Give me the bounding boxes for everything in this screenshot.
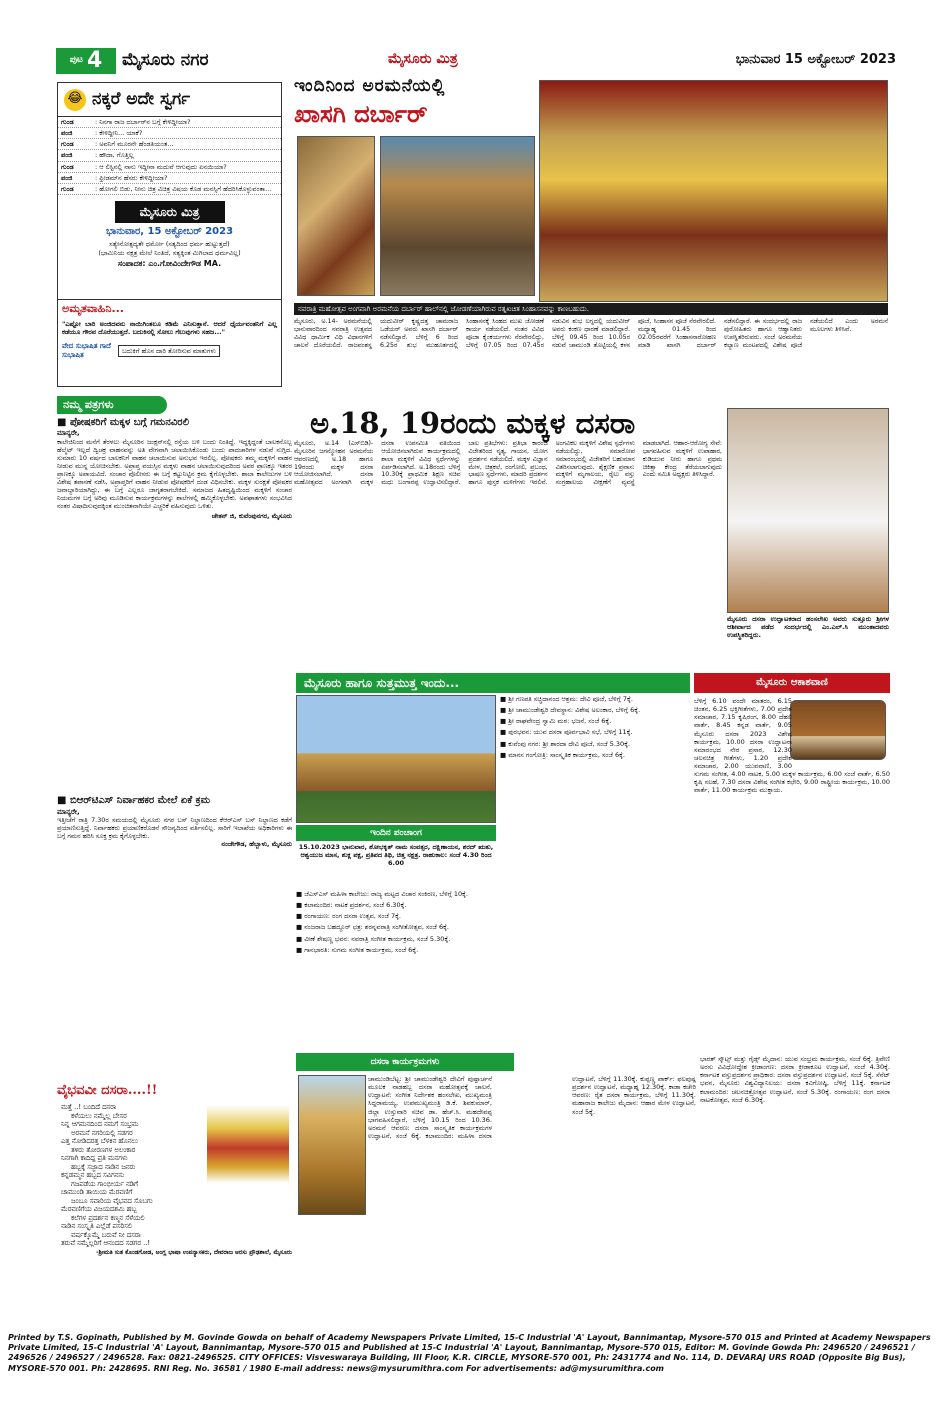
dignitaries-photo	[727, 408, 889, 613]
poem-line: ಕಲೆಗಳ ಪ್ರದರ್ಶನ ಕಣ್ಮನ ಸೆಳೆಯಲಿ	[71, 1213, 145, 1222]
dialogue-text: : ನಿನಗಾ ರಾಜ ದರ್ಬಾರ್‌ನ ಬಗ್ಗೆ ಕೇಳಿದ್ದೀಯಾ?	[95, 118, 191, 126]
dialogue-speaker: ಗುಂಡ	[61, 162, 74, 171]
letter1-body: ಕಾಲೇಜಿನಿಂದ ಮನೆಗೆ ತೆರಳಲು ಮೈಸೂರಿನ ಜಂಕ್ಷನ್‌ನಲ್ಲಿ ರಸ್ತೆಯ ಬಳಿ ಬಂದು ನಿಂತಿದ್ದೆ. ಇದ್ದಕ್ಕಿದ್ದಂತೆ ಬಾಲಕನೊಬ್ಬ ಹೆಲ್ಮೆಟ್ ಇಲ್ಲದೆ ದ್ವಿಚಕ್ರ ವಾಹನವನ್ನು ಅತಿ ವೇಗವಾಗಿ ಚಲಾಯಿಸಿಕೊಂಡು ಬಂದು ಪಾದಚಾರಿಗಳ ನಡುವೆ ನುಗ್ಗಿದ. ಸುಮಾರು 10 ವರ್ಷದ ಬಾಲಕನಿಗೆ ವಾಹನ ಚಲಾಯಿಸುವ ಅನುಭವ ಇರಲಿಲ್ಲ. ಪೋಷಕರು ತಮ್ಮ ಮಕ್ಕಳಿಗೆ ವಾಹನ ನೀಡುವ ಮುನ್ನ ಯೋಚಿಸಬೇಕು. ಅಪ್ರಾಪ್ತ ವಯಸ್ಸಿನ ಮಕ್ಕಳು ವಾಹನ ಚಲಾಯಿಸುವುದರಿಂದ ಅವರ ಪ್ರಾಣಕ್ಕೂ ಇತರರ ಪ್ರಾಣಕ್ಕೂ ಅಪಾಯವಿದೆ. ಸಂಚಾರ ಪೊಲೀಸರು ಈ ಬಗ್ಗೆ ಕಟ್ಟುನಿಟ್ಟಿನ ಕ್ರಮ ಕೈಗೊಳ್ಳಬೇಕು. ಶಾಲಾ ಕಾಲೇಜುಗಳ ಬಳಿ ವಿಶೇಷ ತಪಾಸಣೆ ನಡೆಸಿ, ಅಪ್ರಾಪ್ತರಿಗೆ ವಾಹನ ನೀಡುವ ಪೋಷಕರಿಗೆ ದಂಡ ವಿಧಿಸಬೇಕು. ಮಕ್ಕಳ ಸುರಕ್ಷತೆ ಪೋಷಕರ ಜವಾಬ್ದಾರಿಯಾಗಿದ್ದು, ಈ ಬಗ್ಗೆ ಎಲ್ಲರೂ ಜಾಗೃತರಾಗಬೇಕಿದೆ. ಸಮಾಜದ ಹಿತದೃಷ್ಟಿಯಿಂದ ಮಕ್ಕಳಿಗೆ ಸಂಚಾರ ನಿಯಮಗಳ ಬಗ್ಗೆ ಅರಿವು ಮೂಡಿಸುವ ಕಾರ್ಯಕ್ರಮಗಳನ್ನು ಶಾಲೆಗಳಲ್ಲಿ ಹಮ್ಮಿಕೊಳ್ಳಬೇಕು. ಅಪಘಾತಗಳು ಸಂಭವಿಸಿದ ನಂತರ ವಿಷಾದಿಸುವುದಕ್ಕಿಂತ ಮುಂಚಿತವಾಗಿಯೇ ಎಚ್ಚರಿಕೆ ವಹಿಸುವುದು ಒಳಿತು.	[57, 438, 292, 510]
lead-photo-caption: ನವರಾತ್ರಿ ಮಹೋತ್ಸವ ಅಂಗವಾಗಿ ಅರಮನೆಯ ದರ್ಬಾರ್ ಹಾಲ್‌ನಲ್ಲಿ ಜೋಡಣೆಯಾಗಿರುವ ರತ್ನಖಚಿತ ಸಿಂಹಾಸನವನ್ನು ಕಾಣಬಹುದು.	[294, 303, 888, 315]
poem-line: ಗಜಪಡೆಯ ಗಾಂಭೀರ್ಯ ನಡಿಗೆ	[71, 1179, 139, 1188]
radio-schedule-text: ಬೆಳಿಗ್ಗೆ 6.10 ವಂದೇ ಮಾತರಂ, 6.15 ಚಿಂತನ, 6.25 ಭಕ್ತಿಗೀತೆಗಳು, 7.00 ಪ್ರದೇಶ ಸಮಾಚಾರ, 7.15 ಕೃಷಿರಂಗ, 8.00 ದೆಹಲಿ ವಾರ್ತೆ, 8.45 ಕನ್ನಡ ವಾರ್ತೆ, 9.05 ಮೈಸೂರು ದಸರಾ 2023 ವಿಶೇಷ ಕಾರ್ಯಕ್ರಮ, 10.00 ದಸರಾ ಉದ್ಘಾಟನಾ ಸಮಾರಂಭದ ನೇರ ಪ್ರಸಾರ, 12.30 ಚಲನಚಿತ್ರ ಗೀತೆಗಳು, 1.20 ಪ್ರದೇಶ ಸಮಾಚಾರ, 2.00 ಯುವವಾಣಿ, 3.00 ಸುಗಮ ಸಂಗೀತ, 4.00 ನಾಟಕ, 5.00 ಮಕ್ಕಳ ಕಾರ್ಯಕ್ರಮ, 6.00 ಸಂಜೆ ವಾರ್ತೆ, 6.50 ಕೃಷಿ ಸಲಹೆ, 7.30 ದಸರಾ ವಿಶೇಷ ಸಂಗೀತ ಕಛೇರಿ, 9.00 ರಾಷ್ಟ್ರೀಯ ಕಾರ್ಯಕ್ರಮ, 10.00 ವಾರ್ತೆ, 11.00 ಕಾರ್ಯಕ್ರಮ ಮುಕ್ತಾಯ.	[694, 697, 890, 795]
dasara-chariot-image	[207, 1105, 289, 1183]
dialogue-speaker: ಪಂಜಿ	[61, 173, 73, 182]
events-body-text: ಚಾಮುಂಡಿಬೆಟ್ಟ: ಶ್ರೀ ಚಾಮುಂಡೇಶ್ವರಿ ದೇವಿಗೆ ಪುಷ್ಪಾರ್ಚನೆ ಮೂಲಕ ನಾಡಹಬ್ಬ ದಸರಾ ಮಹೋತ್ಸವಕ್ಕೆ ಚಾಲನೆ, ಉದ್ಘಾಟನೆ: ಸಂಗೀತ ನಿರ್ದೇಶಕ ಹಂಸಲೇಖ, ಮುಖ್ಯಮಂತ್ರಿ ಸಿದ್ದರಾಮಯ್ಯ, ಉಪಮುಖ್ಯಮಂತ್ರಿ ಡಿ.ಕೆ. ಶಿವಕುಮಾರ್, ಜಿಲ್ಲಾ ಉಸ್ತುವಾರಿ ಸಚಿವ ಡಾ. ಹೆಚ್.ಸಿ. ಮಹದೇವಪ್ಪ ಭಾಗವಹಿಸಲಿದ್ದಾರೆ, ಬೆಳಿಗ್ಗೆ 10.15 ರಿಂದ 10.36. ಅರಮನೆ ಆವರಣ: ದಸರಾ ಸಾಂಸ್ಕೃತಿಕ ಕಾರ್ಯಕ್ರಮಗಳ ಉದ್ಘಾಟನೆ, ಸಂಜೆ 6ಕ್ಕೆ. ಕಲಾಮಂದಿರ: ಮಹಿಳಾ ದಸರಾ ಉದ್ಘಾಟನೆ, ಬೆಳಿಗ್ಗೆ 11.30ಕ್ಕೆ. ಕುಪ್ಪಣ್ಣ ಪಾರ್ಕ್: ಫಲಪುಷ್ಪ ಪ್ರದರ್ಶನ ಉದ್ಘಾಟನೆ, ಮಧ್ಯಾಹ್ನ 12.30ಕ್ಕೆ. ಕಾಡಾ ಕಚೇರಿ ಆವರಣ: ರೈತ ದಸರಾ ಕಾರ್ಯಕ್ರಮ, ಬೆಳಿಗ್ಗೆ 11.30ಕ್ಕೆ. ಮಹಾರಾಜ ಕಾಲೇಜು ಮೈದಾನ: ಆಹಾರ ಮೇಳ ಉದ್ಘಾಟನೆ, ಸಂಜೆ 5ಕ್ಕೆ.	[368, 1075, 696, 1140]
dialogue-line	[58, 184, 281, 195]
event-text: ಶ್ರೀ ಚಾಮುಂಡೇಶ್ವರಿ ದೇವಸ್ಥಾನ: ವಿಶೇಷ ಅಲಂಕಾರ, ಬೆಳಿಗ್ಗೆ 6ಕ್ಕೆ.	[508, 706, 641, 715]
golden-throne-image	[539, 80, 888, 302]
letter1-salutation: ಮಾನ್ಯರೇ,	[57, 429, 80, 438]
children-dasara-headline: ಅ.18, 19ರಂದು ಮಕ್ಕಳ ದಸರಾ	[310, 406, 636, 440]
quote-box	[57, 299, 282, 387]
page-number: 4	[86, 48, 103, 74]
poem-line: ತರುವೆ ನಮ್ಮೆಲ್ಲರಿಗೆ ಆನಂದದ ಸಡಗರ ..!	[61, 1239, 151, 1247]
editor-line: ಸಂಪಾದಕ: ಎಂ.ಗೋವಿಂದೇಗೌಡ MA.	[117, 258, 222, 268]
bullet-square-icon: ■	[296, 945, 305, 954]
bullet-square-icon: ■	[57, 416, 70, 428]
panchanga-text: 15.10.2023 ಭಾನುವಾರ, ಶೋಭಕೃತ್ ನಾಮ ಸಂವತ್ಸರ, ದಕ್ಷಿಣಾಯನ, ಶರದ್ ಋತು, ಆಶ್ವಯುಜ ಮಾಸ, ಶುಕ್ಲ ಪಕ್ಷ, ಪ್ರತಿಪದ ತಿಥಿ, ಚಿತ್ತ ನಕ್ಷತ್ರ. ರಾಹುಕಾಲ: ಸಂಜೆ 4.30 ರಿಂದ 6.00	[298, 843, 494, 868]
motto: ಸತ್ಯೇನೋತ್ಪದ್ಯತೇ ಧರ್ಮೋ (ಸತ್ಯದಿಂದ ಧರ್ಮ ಹುಟ್ಟುತ್ತದೆ)	[109, 240, 230, 249]
letter2-salutation: ಮಾನ್ಯರೇ,	[57, 807, 80, 816]
radio-banner: ಮೈಸೂರು ಆಕಾಶವಾಣಿ	[694, 673, 890, 693]
letter1-title: ■ ಪೋಷಕರಿಗೆ ಮಕ್ಕಳ ಬಗ್ಗೆ ಗಮನವಿರಲಿ	[57, 416, 189, 428]
dialogue-line	[58, 162, 281, 173]
quote-title: ಅಮೃತವಾಹಿನಿ...	[62, 302, 124, 315]
bullet-square-icon: ■	[296, 934, 305, 943]
today-items-right	[500, 695, 688, 1050]
bullet-square-icon: ■	[296, 923, 305, 932]
dialogue-text: : ಹೋಗಲಿ ಬಿಡು, ನೀನು ಚಿತ್ರ ವಿಚಿತ್ರ ವಿಷಯ ಕೊಡ ಮನಸ್ಸಿಗೆ ಹೆದರಿಸಿಕೊಳ್ಳುವಂತಾ...	[95, 184, 272, 193]
letter2-signature: ನಂಜೇಗೌಡ, ಹೆಬ್ಬಾಳು, ಮೈಸೂರು	[221, 840, 292, 849]
bullet-square-icon: ■	[296, 901, 305, 910]
poem-section	[57, 1083, 292, 1323]
dialogue-line	[58, 117, 281, 128]
event-list-item	[500, 751, 688, 759]
dialogue-text: : ಫ್ರೀಡಮ್‌ನ ಹೆಸರು ಕೇಳಿದ್ದೀಯಾ?	[95, 173, 168, 182]
poem-line: ನಾಡಿನ ಸಂಸ್ಕೃತಿ ಎಲ್ಲೆಡೆ ಪಸರಿಸಲಿ	[61, 1222, 133, 1231]
radio-schedule	[694, 697, 890, 1052]
event-list-item	[296, 890, 496, 898]
bullet-square-icon: ■	[500, 695, 509, 703]
dialogue-line	[58, 139, 281, 150]
letter2-title: ■ ಬಿಆರ್‌ಟಿಎಸ್ ನಿರ್ವಾಹಕರ ಮೇಲೆ ಏಕೆ ಕ್ರಮ	[57, 795, 211, 806]
bullet-square-icon: ■	[296, 890, 305, 898]
dialogue-text: : ಅವನಿಗೆ ಮೂರನೇ ಹೆಂಡತಿಯಂತ...	[95, 140, 174, 149]
bullet-square-icon: ■	[500, 750, 509, 759]
dialogue-text: : ಕೇಳಿದ್ದೀನಿ... ಯಾಕೆ?	[95, 129, 143, 138]
letter2-body: ಇತ್ತೀಚೆಗೆ ರಾತ್ರಿ 7.30ರ ಸಮಯದಲ್ಲಿ ಮೈಸೂರು ನಗರ ಬಸ್ ನಿಲ್ದಾಣದಿಂದ ಕೆಆರ್‌ಎಸ್ ಬಸ್ ನಿಲ್ದಾಣದ ಕಡೆಗೆ ಪ್ರಯಾಣಿಸುತ್ತಿದ್ದೆ. ನಿರ್ವಾಹಕರು ಪ್ರಯಾಣಿಕರೊಡನೆ ಸೌಜನ್ಯದಿಂದ ವರ್ತಿಸಲಿಲ್ಲ. ಸಾರಿಗೆ ಇಲಾಖೆಯ ಅಧಿಕಾರಿಗಳು ಈ ಬಗ್ಗೆ ಗಮನ ಹರಿಸಿ ಸೂಕ್ತ ಕ್ರಮ ಕೈಗೊಳ್ಳಬೇಕು.	[57, 816, 292, 841]
humor-title: ನಕ್ಕರೆ ಅದೇ ಸ್ವರ್ಗ	[92, 88, 191, 109]
bullet-square-icon: ■	[500, 739, 509, 748]
event-text: ಶ್ರೀ ಗಣಪತಿ ಸಚ್ಚಿದಾನಂದ ಆಶ್ರಮ: ದೇವಿ ಪೂಜೆ, ಬೆಳಿಗ್ಗೆ 7ಕ್ಕೆ.	[508, 695, 633, 703]
event-list-item	[500, 740, 688, 748]
lead-body: ಮೈಸೂರು, ಅ.14- ಅರಮನೆಯಲ್ಲಿ ಭಾನುವಾರದಿಂದ ನವರಾತ್ರಿ ಉತ್ಸವದ ವಿವಿಧ ಧಾರ್ಮಿಕ ವಿಧಿ ವಿಧಾನಗಳಿಗೆ ಚಾಲನೆ ದೊರೆಯಲಿದೆ. ರಾಜವಂಶಸ್ಥ ಯದುವೀರ್ ಕೃಷ್ಣದತ್ತ ಚಾಮರಾಜ ಒಡೆಯರ್ ಅವರು ಖಾಸಗಿ ದರ್ಬಾರ್ ನಡೆಸಲಿದ್ದಾರೆ. ಬೆಳಿಗ್ಗೆ 6 ರಿಂದ 6.25ರ ಶುಭ ಮುಹೂರ್ತದಲ್ಲಿ ಸಿಂಹಾಸನಕ್ಕೆ ಸಿಂಹದ ಮುಖ ಜೋಡಣೆ ಕಾರ್ಯ ನಡೆಯಲಿದೆ. ನಂತರ ವಿವಿಧ ಪೂಜಾ ಕೈಂಕರ್ಯಗಳು ನೆರವೇರಲಿದ್ದು, ಬೆಳಿಗ್ಗೆ 07.05 ರಿಂದ 07.45ರ ನಡುವಿನ ಶುಭ ಲಗ್ನದಲ್ಲಿ ಯದುವೀರ್ ಅವರು ಕಂಕಣ ಧಾರಣೆ ಮಾಡಲಿದ್ದಾರೆ. ಬೆಳಿಗ್ಗೆ 09.45 ರಿಂದ 10.05ರ ನಡುವೆ ಚಾಮುಂಡಿ ತೊಟ್ಟಿಯಲ್ಲಿ ಕಳಸ ಪೂಜೆ, ಸಿಂಹಾಸನ ಪೂಜೆ ನೆರವೇರಲಿದೆ. ಮಧ್ಯಾಹ್ನ 01.45 ರಿಂದ 02.05ರವರೆಗೆ ಸಿಂಹಾಸನಾರೋಹಣ ಮಾಡಿ ಖಾಸಗಿ ದರ್ಬಾರ್ ನಡೆಸಲಿದ್ದಾರೆ. ಈ ಸಂದರ್ಭದಲ್ಲಿ ರಾಜ ಪುರೋಹಿತರು ಹಾಗೂ ಆಹ್ವಾನಿತರು ಉಪಸ್ಥಿತರಿರುವರು. ಸಂಜೆ ಅರಮನೆಯ ಕಲ್ಯಾಣ ಮಂಟಪದಲ್ಲಿ ವಿಶೇಷ ಪೂಜೆ ನಡೆಯಲಿದೆ ಎಂದು ಅರಮನೆ ಮೂಲಗಳು ತಿಳಿಸಿವೆ.	[294, 318, 888, 349]
poem-line: ಕಳೆಯಲು ನಮ್ಮೆಲ್ಲ ಬೇಸರ	[71, 1111, 127, 1120]
quote-text: "ಎಷ್ಟೋ ಬಾರಿ ಅಂಜಿದವನು ನಾಯಿಗಿಂತಲೂ ಕಡಿಮೆ ಎನಿಸುತ್ತಾನೆ. ಆದರೆ ಧೈರ್ಯವಂತನಿಗೆ ಎಲ್ಲ ಕಡೆಯೂ ಗೌರವ ದೊರೆಯುತ್ತದೆ. ಬದುಕಿನಲ್ಲಿ ಸೋಲು ಗೆಲುವುಗಳು ಸಹಜ..."	[62, 319, 277, 336]
poem-line: ತಳಿರು ತೋರಣಗಳ ಅಲಂಕಾರ	[71, 1145, 136, 1154]
lead-story-header	[294, 76, 536, 301]
dialogue-line	[58, 128, 281, 139]
event-list-item	[296, 912, 496, 920]
poem-line: ಮತ್ತೆ ..! ಬಂದಿದೆ ದಸರಾ	[61, 1103, 117, 1112]
imprint-footer: Printed by T.S. Gopinath, Published by M. Govinde Gowda on behalf of Academy Newspapers Private Limited, 15-C Industrial 'A' Layout, Bannimantap, Mysore-570 015 and Printed at Academy Newspapers Private Limited, 15-C Industrial 'A' Layout, Bannimantap, Mysore-570 015 and Published at 15-C Industrial 'A' Layout, Bannimantap, Mysore-570 015, Editor: M. Govinde Gowda Ph: 2496520 / 2496521 / 2496526 / 2496527 / 2496528. Fax: 0821-2496525. CITY OFFICES: Visveswaraya Building, III Floor, K.R. CIRCLE, MYSORE-570 001, Ph: 2431774 and No. 114, D. DEVARAJ URS ROAD (Opposite Big Bus), MYSORE-570 001. Ph: 2428695. RNI Reg. No. 36581 / 1980 E-mail address: news@mysurumithra.com For advertisements: ad@mysurumithra.com	[8, 1333, 931, 1373]
event-text: ಕುವೆಂಪು ನಗರ: ಶ್ರೀ ಶಾರದಾ ದೇವಿ ಪೂಜೆ, ಸಂಜೆ 5.30ಕ್ಕೆ.	[508, 739, 631, 748]
event-list-item	[296, 923, 496, 931]
portrait-painting-image	[297, 136, 375, 296]
poem-line: ಮೆರವಣಿಗೆಯ ವಿಜಯದಶಮಿ ಹಬ್ಬ	[61, 1205, 137, 1214]
dignitaries-caption: ಮೈಸೂರು ದಸರಾ ಉದ್ಘಾಟಕರಾದ ಹಂಸಲೇಖ ಅವರು ಸುತ್ತೂರು ಶ್ರೀಗಳ ಆಶೀರ್ವಾದ ಪಡೆದ ಸಂದರ್ಭದಲ್ಲಿ ಎಂ.ಎಲ್.ಸಿ ಮುಂತಾದವರು ಉಪಸ್ಥಿತರಿದ್ದರು.	[727, 615, 889, 640]
panchanga-title: ಇಂದಿನ ಪಂಚಾಂಗ	[296, 825, 496, 841]
dialogue-speaker: ಪಂಜಿ	[61, 129, 73, 138]
event-text: ವೀಣೆ ಶೇಷಣ್ಣ ಭವನ: ನವರಾತ್ರಿ ಸಂಗೀತ ಕಾರ್ಯಕ್ರಮ, ಸಂಜೆ 5.30ಕ್ಕೆ.	[304, 934, 451, 943]
letter2	[57, 795, 292, 875]
lead-kicker: ಇಂದಿನಿಂದ ಅರಮನೆಯಲ್ಲಿ	[294, 76, 446, 96]
poem-line: ಎತ್ತ ನೋಡಿದರತ್ತ ಬೆಳಕಿನ ಹೊನಲು	[61, 1137, 139, 1146]
dialogue-text: : ಆ ಲಿಸ್ಟಿನಲ್ಲಿ ನಾನು ಇದ್ದೀನಾ ಮದುವೆ ಆಗುವುದು ಏನಯಿಯಾ?	[95, 162, 227, 171]
events-banner: ದಸರಾ ಕಾರ್ಯಕ್ರಮಗಳು	[296, 1053, 514, 1071]
page-number-badge	[56, 48, 116, 74]
event-text: ನಂಜರಾಜ ಬಹದ್ದೂರ್ ಛತ್ರ: ಶರನ್ನವರಾತ್ರಿ ಸಂಗೀತೋತ್ಸವ, ಸಂಜೆ 6ಕ್ಕೆ.	[304, 923, 449, 932]
poem-line: ಜಂಬೂ ಸವಾರಿಯ ವೈಭವದ ಸೊಬಗು	[71, 1196, 153, 1205]
event-text: ರಂಗಾಯಣ: ರಂಗ ದಸರಾ ಉತ್ಸವ, ಸಂಜೆ 7ಕ್ಕೆ.	[304, 912, 401, 921]
dialogue-text: : ಹೌದಾ, ಗೊತ್ತಿಲ್ಲ	[95, 151, 134, 160]
event-text: ಶ್ರೀ ರಾಘವೇಂದ್ರ ಸ್ವಾಮಿ ಮಠ: ಭಜನೆ, ಸಂಜೆ 6ಕ್ಕೆ.	[508, 717, 612, 726]
bullet-square-icon: ■	[500, 728, 509, 737]
event-text: ಜೆಎಸ್‌ಎಸ್ ಮಹಿಳಾ ಕಾಲೇಜು: ರಾಜ್ಯ ಮಟ್ಟದ ವಿಚಾರ ಸಂಕಿರಣ, ಬೆಳಿಗ್ಗೆ 10ಕ್ಕೆ.	[304, 890, 468, 898]
poem-line: ಹಬ್ಬಕ್ಕೆ ಸಜ್ಜಾದ ನಾಡಿನ ಜನರು	[71, 1162, 136, 1171]
mini-masthead-date: ಭಾನುವಾರ, 15 ಅಕ್ಟೋಬರ್ 2023	[105, 225, 234, 237]
events-right-body: ಭಾರತ್ ಸ್ಕೌಟ್ಸ್ ಮತ್ತು ಗೈಡ್ಸ್ ಮೈದಾನ: ಯುವ ಸಂಭ್ರಮ ಕಾರ್ಯಕ್ರಮ, ಸಂಜೆ 6ಕ್ಕೆ. ತ್ರಿವೇಣಿ ಅರಸು ವಿವಿಧೋದ್ದೇಶ ಕ್ರೀಡಾಂಗಣ: ದಸರಾ ಕ್ರೀಡಾಕೂಟ ಉದ್ಘಾಟನೆ, ಸಂಜೆ 4.30ಕ್ಕೆ. ಕರ್ನಾಟಕ ವಸ್ತುಪ್ರದರ್ಶನ ಪ್ರಾಧಿಕಾರ: ದಸರಾ ವಸ್ತುಪ್ರದರ್ಶನ ಉದ್ಘಾಟನೆ, ಸಂಜೆ 5ಕ್ಕೆ. ಸೆನೆಟ್ ಭವನ, ಮೈಸೂರು ವಿಶ್ವವಿದ್ಯಾನಿಲಯ: ದಸರಾ ಕವಿಗೋಷ್ಠಿ, ಬೆಳಿಗ್ಗೆ 11ಕ್ಕೆ. ಕರ್ನಾಟಕ ಕಲಾಮಂದಿರ: ಚಲನಚಿತ್ರೋತ್ಸವ ಉದ್ಘಾಟನೆ, ಸಂಜೆ 5.30ಕ್ಕೆ. ರಂಗಾಯಣ: ರಂಗ ದಸರಾ ನಾಟಕೋತ್ಸವ, ಸಂಜೆ 6.30ಕ್ಕೆ.	[700, 1055, 890, 1104]
mini-masthead-logo: ಮೈಸೂರು ಮಿತ್ರ	[115, 201, 225, 223]
laughing-face-icon: 😂	[64, 89, 86, 111]
bullet-square-icon: ■	[57, 795, 70, 806]
palace-hall-image	[380, 136, 535, 296]
bullet-square-icon: ■	[500, 706, 509, 715]
event-text: ಪುರಭವನ: ಯುವ ದಸರಾ ಪೂರ್ವಭಾವಿ ಸಭೆ, ಬೆಳಿಗ್ಗೆ 11ಕ್ಕೆ.	[508, 728, 633, 737]
event-text: ಮಾನಸ ಗಂಗೋತ್ರಿ: ಸಾಂಸ್ಕೃತಿಕ ಕಾರ್ಯಕ್ರಮ, ಸಂಜೆ 6ಕ್ಕೆ.	[508, 750, 625, 759]
quote-tag-box: ಬದುಕಿಗೆ ಹೊಸ ದಾರಿ ತೋರಿಸುವ ಮಾತುಗಳು	[118, 345, 220, 357]
dialogue-line	[58, 150, 281, 161]
poem-title: ವೈಭವವೀ ದಸರಾ....!!	[57, 1083, 158, 1098]
poem-line: ನಿನಗಾಗಿ ಕಾದಿದ್ದ ಪ್ರತಿ ಮನಗಳು	[61, 1154, 128, 1163]
today-banner: ಮೈಸೂರು ಹಾಗೂ ಸುತ್ತಮುತ್ತ ಇಂದು...	[296, 673, 690, 693]
dialogue-speaker: ಪಂಜಿ	[61, 151, 73, 160]
humor-dialogue	[58, 117, 281, 195]
lead-headline: ಖಾಸಗಿ ದರ್ಬಾರ್	[294, 99, 428, 129]
dialogue-line	[58, 173, 281, 184]
letters-banner: ನಮ್ಮ ಪತ್ರಗಳು	[57, 396, 167, 414]
letter1-signature: ಚೇತನ್ ಜಿ, ಕುವೆಂಪುನಗರ, ಮೈಸೂರು	[211, 512, 292, 520]
event-list-item	[500, 728, 688, 736]
radio-float-spacer	[792, 697, 890, 763]
today-items-left	[296, 890, 496, 1050]
header-date: ಭಾನುವಾರ 15 ಅಕ್ಟೋಬರ್ 2023	[735, 52, 896, 67]
masthead-logo: ಮೈಸೂರು ಮಿತ್ರ	[388, 51, 458, 67]
dialogue-speaker: ಗುಂಡ	[61, 118, 74, 126]
dialogue-speaker: ಗುಂಡ	[61, 140, 74, 149]
bullet-square-icon: ■	[296, 912, 305, 921]
motto-translation: (ಭಾಮಿನಿಯ ನಕ್ಷತ್ರ ಮೇಲೆ ನಿಂತಿದೆ, ಸತ್ಯಕ್ಕಿಂತ ಮಿಗಿಲಾದ ಧರ್ಮವಿಲ್ಲ)	[98, 248, 241, 257]
event-list-item	[296, 946, 496, 954]
poem-line: ವರ್ಷಕ್ಕೊಮ್ಮೆ ಬರುವೆ ನೀ ದಸರಾ	[71, 1230, 141, 1239]
events-body	[296, 1075, 696, 1325]
children-dasara-body: ಮೈಸೂರು, ಅ.14 (ಎಸ್‌ಬಿಡಿ)- ಮೈಸೂರಿನ ಜಗನ್ಮೋಹನ ಅರಮನೆಯ ಆವರಣದಲ್ಲಿ ಅ.18 ಹಾಗೂ 19ರಂದು ಮಕ್ಕಳ ದಸರಾ ಆಯೋಜಿಸಲಾಗಿದೆ. ದಸರಾ ಮಹೋತ್ಸವದ ಅಂಗವಾಗಿ ಮಕ್ಕಳ ದಸರಾ ಉಪಸಮಿತಿ ವತಿಯಿಂದ ಆಯೋಜಿಸಲಾಗಿರುವ ಕಾರ್ಯಕ್ರಮದಲ್ಲಿ ಶಾಲಾ ಮಕ್ಕಳಿಗೆ ವಿವಿಧ ಸ್ಪರ್ಧೆಗಳನ್ನು ಏರ್ಪಡಿಸಲಾಗಿದೆ. ಅ.18ರಂದು ಬೆಳಿಗ್ಗೆ 10.30ಕ್ಕೆ ಪ್ರಾಥಮಿಕ ಶಿಕ್ಷಣ ಸಚಿವ ಮಧು ಬಂಗಾರಪ್ಪ ಉದ್ಘಾಟಿಸಲಿದ್ದಾರೆ. ಬಾಲ ಪ್ರತಿಭೆಗಳು: ಪ್ರತಿಭಾ ಕಾರಂಜಿ ವಿಜೇತರಿಂದ ನೃತ್ಯ, ಗಾಯನ, ಯೋಗ ಪ್ರದರ್ಶನ ನಡೆಯಲಿದೆ. ಮಕ್ಕಳ ವಿಜ್ಞಾನ ಮೇಳ, ಚಿತ್ರಕಲೆ, ರಂಗೋಲಿ, ಪ್ರಬಂಧ, ಭಾಷಣ ಸ್ಪರ್ಧೆಗಳು, ಮಾದರಿ ಪ್ರದರ್ಶನ ಹಾಗೂ ಪುಸ್ತಕ ಮಳಿಗೆಗಳು ಇರಲಿವೆ. ಅಂಗವಿಕಲ ಮಕ್ಕಳಿಗೆ ವಿಶೇಷ ಸ್ಪರ್ಧೆಗಳು ನಡೆಯಲಿದ್ದು, ಸಮಾರೋಪ ಸಮಾರಂಭದಲ್ಲಿ ವಿಜೇತರಿಗೆ ಬಹುಮಾನ ವಿತರಿಸಲಾಗುವುದು. ಶೈಕ್ಷಣಿಕ ಪ್ರವಾಸ: ಮಕ್ಕಳಿಗೆ ಮೃಗಾಲಯ, ರೈಲು ವಸ್ತು ಸಂಗ್ರಹಾಲಯ ವೀಕ್ಷಣೆಗೆ ವ್ಯವಸ್ಥೆ ಮಾಡಲಾಗಿದೆ. ಆಹಾರ-ಆರೋಗ್ಯ ಸೇವೆ: ಭಾಗವಹಿಸುವ ಮಕ್ಕಳಿಗೆ ಉಪಾಹಾರ, ಕುಡಿಯುವ ನೀರು ಹಾಗೂ ಪ್ರಥಮ ಚಿಕಿತ್ಸಾ ಕೇಂದ್ರ ತೆರೆಯಲಾಗುವುದು ಎಂದು ಸಮಿತಿ ಅಧ್ಯಕ್ಷರು ತಿಳಿಸಿದ್ದಾರೆ.	[294, 440, 722, 487]
event-text: ಕಲಾಮಂದಿರ: ನಾಟಕ ಪ್ರದರ್ಶನ, ಸಂಜೆ 6.30ಕ್ಕೆ.	[304, 901, 407, 910]
mysore-palace-image	[296, 695, 496, 823]
page-header	[56, 48, 896, 74]
section-name: ಮೈಸೂರು ನಗರ	[122, 50, 209, 70]
event-list-item	[296, 901, 496, 909]
dialogue-speaker: ಗುಂಡ	[61, 184, 74, 193]
event-list-item	[500, 706, 688, 714]
event-text: ಗಾನಭಾರತಿ: ಸುಗಮ ಸಂಗೀತ ಕಾರ್ಯಕ್ರಮ, ಸಂಜೆ 6ಕ್ಕೆ.	[304, 945, 419, 954]
page-label: ಪುಟ	[69, 55, 83, 66]
event-list-item	[500, 695, 688, 703]
poem-line: ಅರಮನೆ ನಗರಿಯಲ್ಲಿ ಸಡಗರ	[71, 1128, 133, 1137]
event-list-item	[296, 935, 496, 943]
event-list-item	[500, 717, 688, 725]
quote-tag: ವೇದ ಸುಭಾಷಿತ ಗಾದೆ ಸುಭಾಷಿತ	[62, 342, 111, 359]
bullet-square-icon: ■	[500, 717, 509, 726]
poem-line: ಚಾಮುಂಡಿ ತಾಯಿಯ ಮೆರವಣಿಗೆ	[61, 1188, 133, 1197]
poem-signature: -ಶ್ರೀಮತಿ ಸುತ ಕೊಂಡಗೋಡ, ಅಂಗ್ಲ ಭಾಷಾ ಉಪನ್ಯಾಸಕರು, ದೇವರಾಜ ಅರಸು ಪ್ರೌಢಶಾಲೆ, ಮೈಸೂರು	[96, 1249, 292, 1257]
poem-line: ನಿನ್ನ ಆಗಮನದಿಂದ ನಮಗೆ ಸಂಭ್ರಮ	[61, 1120, 139, 1129]
poem-line: ಕನ್ನಡಮ್ಮನ ಹಬ್ಬದ ಸವಿಗನಸು	[61, 1171, 125, 1180]
